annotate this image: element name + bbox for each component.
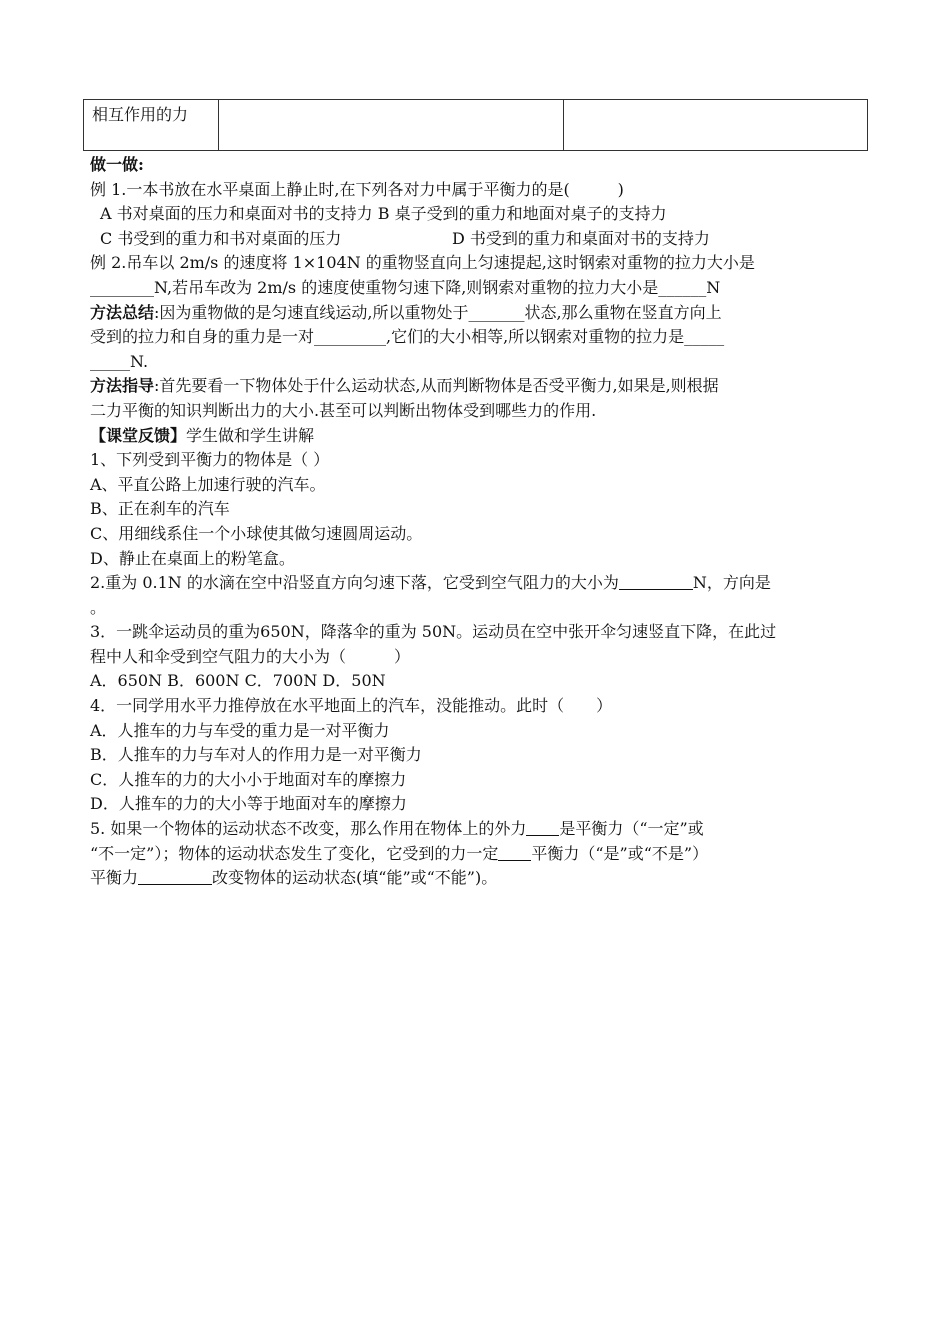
question-2-text: 2.重为 0.1N 的水滴在空中沿竖直方向匀速下落，它受到空气阻力的大小为 <box>90 573 619 593</box>
example-2-line2: ________N,若吊车改为 2m/s 的速度使重物匀速下降,则钢索对重物的拉力大小是______N <box>90 277 721 297</box>
option-d: D 书受到的重力和桌面对书的支持力 <box>452 228 710 248</box>
question-2-end: 。 <box>90 597 107 617</box>
question-5-text: 5. 如果一个物体的运动状态不改变，那么作用在物体上的外力 <box>90 819 527 839</box>
worksheet-content <box>90 153 865 891</box>
example-1-question: 例 1.一本书放在水平桌面上静止时,在下列各对力中属于平衡力的是( ) <box>90 179 624 199</box>
question-4: 4．一同学用水平力推停放在水平地面上的汽车，没能推动。此时（ ） <box>90 696 613 716</box>
method-guide-line1 <box>90 374 865 399</box>
answer-blank <box>619 574 693 590</box>
question-5-text: 是平衡力（“一定”或 <box>559 819 704 839</box>
example-1-options-ab <box>90 202 865 227</box>
method-summary-text: :因为重物做的是匀速直线运动,所以重物处于_______状态,那么重物在竖直方向上 <box>154 302 722 322</box>
method-guide-line2: 二力平衡的知识判断出力的大小.甚至可以判断出物体受到哪些力的作用. <box>90 400 597 420</box>
method-guide-text: :首先要看一下物体处于什么运动状态,从而判断物体是否受平衡力,如果是,则根据 <box>154 376 719 396</box>
table-row-label: 相互作用的力 <box>84 100 219 151</box>
question-5-line3 <box>90 866 865 891</box>
question-5-line2 <box>90 842 865 867</box>
question-1-option-d: D、静止在桌面上的粉笔盒。 <box>90 548 295 568</box>
question-3-line1: 3．一跳伞运动员的重为650N，降落伞的重为 50N。运动员在空中张开伞匀速竖直下降，在此过 <box>90 622 777 642</box>
question-2-text-end: N，方向是 <box>692 573 771 593</box>
comparison-table <box>83 99 868 151</box>
question-1-option-a: A、平直公路上加速行驶的汽车。 <box>90 474 326 494</box>
question-3-line2: 程中人和伞受到空气阻力的大小为（ ） <box>90 646 411 666</box>
question-4-option-c: C．人推车的力的大小小于地面对车的摩擦力 <box>90 769 407 789</box>
question-4-option-a: A．人推车的力与车受的重力是一对平衡力 <box>90 720 390 740</box>
answer-blank <box>138 869 212 885</box>
feedback-heading <box>90 424 865 449</box>
question-5-text: 改变物体的运动状态(填“能”或“不能”)。 <box>212 868 498 888</box>
answer-blank <box>526 820 559 836</box>
answer-blank <box>498 845 531 861</box>
question-3-options: A．650N B．600N C．700N D．50N <box>90 671 386 691</box>
question-5-text: 平衡力（“是”或“不是”） <box>531 843 709 863</box>
method-guide-label: 方法指导 <box>90 376 155 396</box>
question-1-option-b: B、正在刹车的汽车 <box>90 499 230 519</box>
feedback-label: 【课堂反馈】 <box>90 425 187 445</box>
question-5-text: “不一定”）；物体的运动状态发生了变化，它受到的力一定 <box>90 843 499 863</box>
option-a: A 书对桌面的压力和桌面对书的支持力 <box>100 204 373 224</box>
question-5-line1 <box>90 817 865 842</box>
method-summary-line1 <box>90 301 865 326</box>
table-row <box>84 100 868 151</box>
method-summary-line2: 受到的拉力和自身的重力是一对_________,它们的大小相等,所以钢索对重物的拉力是_____ <box>90 327 725 347</box>
option-c: C 书受到的重力和书对桌面的压力 <box>100 228 342 248</box>
question-1-option-c: C、用细线系住一个小球使其做匀速圆周运动。 <box>90 523 423 543</box>
example-1-options-cd <box>90 227 865 252</box>
question-2 <box>90 571 865 596</box>
question-4-option-b: B．人推车的力与车对人的作用力是一对平衡力 <box>90 745 422 765</box>
method-summary-line3: _____N. <box>90 351 149 371</box>
do-it-heading: 做一做: <box>90 155 144 174</box>
example-2-line1: 例 2.吊车以 2m/s 的速度将 1×104N 的重物竖直向上匀速提起,这时钢索对重物的拉力大小是 <box>90 253 755 273</box>
question-4-option-d: D．人推车的力的大小等于地面对车的摩擦力 <box>90 794 407 814</box>
table-cell <box>564 100 868 151</box>
method-summary-label: 方法总结 <box>90 302 155 322</box>
table-cell <box>219 100 564 151</box>
option-b: B 桌子受到的重力和地面对桌子的支持力 <box>377 204 667 224</box>
question-1: 1、下列受到平衡力的物体是（ ） <box>90 450 330 470</box>
question-5-text: 平衡力 <box>90 868 139 888</box>
feedback-desc: 学生做和学生讲解 <box>186 425 315 445</box>
